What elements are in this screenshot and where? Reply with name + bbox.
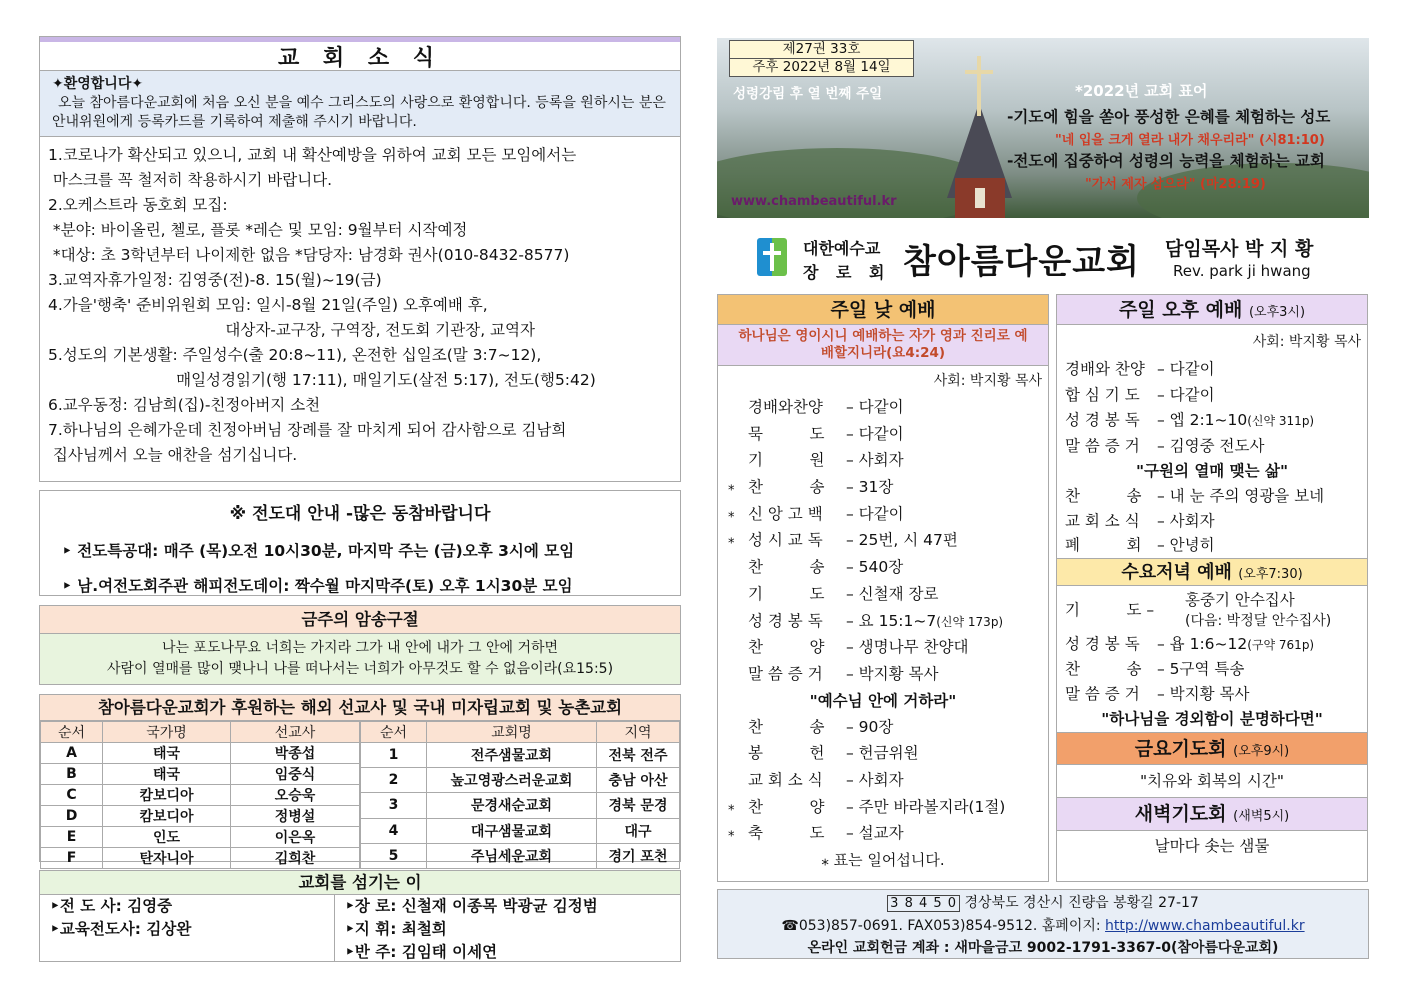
order-detail: – 다같이 — [1157, 385, 1215, 404]
order-detail: – 540장 — [846, 558, 904, 577]
church-row — [361, 843, 680, 868]
dawn-title: 새벽기도회 — [1134, 802, 1227, 825]
church-cell: 경북 문경 — [597, 793, 680, 818]
church-row — [361, 793, 680, 818]
news-item: 마스크를 꼭 철저히 착용하시기 바랍니다. — [48, 171, 333, 189]
motto-verse-1: "네 입을 크게 열라 내가 채우리라" (시81:10) — [1055, 133, 1325, 148]
order-detail: – 사회자 — [846, 770, 904, 789]
order-row — [748, 581, 1048, 608]
order-item: 찬 송 — [1065, 487, 1142, 505]
order-row — [1065, 682, 1367, 707]
order-item: 성 경 봉 독 — [748, 611, 823, 630]
missionary-cell: 태국 — [103, 764, 231, 785]
banner-url[interactable]: www.chambeautiful.kr — [731, 194, 897, 209]
server-elders: ‣장 로: 신철재 이종목 박광균 김정범 — [345, 897, 598, 915]
footer-contact-line — [718, 915, 1368, 937]
news-item: 1.코로나가 확산되고 있으니, 교회 내 확산예방을 위하여 교회 모든 모임에서는 — [48, 146, 577, 164]
col-region: 지역 — [597, 722, 680, 743]
order-item: 축 도 — [748, 824, 825, 843]
welcome-box — [40, 71, 680, 137]
order-detail: – 5구역 특송 — [1157, 659, 1245, 678]
church-cell: 3 — [361, 793, 427, 818]
order-item: 교 회 소 식 — [748, 770, 823, 789]
wednesday-prayer-next: (다음: 박정달 안수집사) — [1185, 612, 1332, 629]
order-detail: – 요 15:1~7 — [846, 611, 937, 630]
missions-title: 참아름다운교회가 후원하는 해외 선교사 및 국내 미자립교회 및 농촌교회 — [40, 695, 680, 721]
church-name: 참아름다운교회 — [903, 242, 1140, 282]
col-missionary: 선교사 — [231, 722, 360, 743]
motto-title: *2022년 교회 표어 — [1075, 82, 1208, 100]
missionary-cell: 김희찬 — [231, 848, 360, 869]
order-detail: – 사회자 — [1157, 511, 1215, 530]
order-item: 교 회 소 식 — [1065, 511, 1140, 530]
order-item: 말 씀 증 거 — [748, 664, 823, 683]
order-item: 찬 송 — [748, 717, 825, 736]
church-cell: 대구샘물교회 — [427, 818, 597, 843]
sunday-am-note: ⁎ 표는 일어섭니다. — [821, 851, 945, 869]
order-item: 성 시 교 독 — [748, 531, 823, 550]
order-row — [728, 820, 1048, 847]
church-row — [361, 768, 680, 793]
order-item: 찬 송 — [1065, 659, 1142, 678]
sunday-am-verse: 하나님은 영이시니 예배하는 자가 영과 진리로 예배할지니라(요4:24) — [718, 325, 1048, 366]
order-detail: – 안녕히 — [1157, 536, 1215, 554]
order-item: 기 도 — [748, 584, 825, 603]
order-ref: (신약 173p) — [936, 614, 1004, 629]
friday-time: (오후9시) — [1233, 743, 1290, 759]
missionary-cell: 이은옥 — [231, 827, 360, 848]
missionary-row — [41, 806, 360, 827]
church-row — [361, 743, 680, 768]
missionary-row — [41, 764, 360, 785]
friday-header — [1057, 732, 1367, 765]
col-church: 교회명 — [427, 722, 597, 743]
servers-title: 교회를 섬기는 이 — [40, 871, 680, 895]
sunday-pm-title: 주일 오후 예배 — [1118, 299, 1243, 321]
missionary-cell: 정병설 — [231, 806, 360, 827]
order-detail: – 사회자 — [846, 451, 904, 470]
order-detail: – 설교자 — [846, 824, 904, 843]
evangelism-title: ※ 전도대 안내 -많은 동참바랍니다 — [229, 504, 491, 524]
church-cell: 5 — [361, 843, 427, 868]
missionary-row — [41, 785, 360, 806]
standing-mark: ⁎ — [728, 532, 735, 548]
server-evangelist: ‣전 도 사: 김영중 — [50, 897, 173, 915]
order-item: 성 경 봉 독 — [1065, 634, 1140, 653]
order-row — [1065, 484, 1367, 509]
evangelism-section — [39, 490, 681, 596]
denomination-line-2: 장 로 회 — [803, 263, 891, 282]
missionary-cell: F — [41, 848, 103, 869]
missionary-cell: C — [41, 785, 103, 806]
order-ref: (신약 311p) — [1247, 414, 1315, 428]
church-cell: 문경새순교회 — [427, 793, 597, 818]
footer — [717, 889, 1369, 959]
order-detail: – 욥 1:6~12 — [1157, 634, 1248, 653]
sunday-pm-sermon: "구원의 열매 맺는 삶" — [1135, 462, 1289, 480]
order-detail: – 다같이 — [846, 424, 904, 443]
memory-verse-line-2: 사람이 열매를 많이 맺나니 나를 떠나서는 너희가 아무것도 할 수 없음이라(요15:5) — [106, 661, 614, 677]
order-row — [748, 421, 1048, 448]
issue-volume: 제27권 33호 — [782, 41, 861, 57]
order-item: 성 경 봉 독 — [1065, 411, 1140, 429]
order-row — [728, 474, 1048, 501]
pastor-name-en: Rev. park ji hwang — [1173, 262, 1311, 280]
missionary-cell: 탄자니아 — [103, 848, 231, 869]
order-item: 폐 회 — [1065, 536, 1142, 554]
missionary-table — [40, 721, 360, 869]
order-detail: – 박지황 목사 — [1157, 684, 1250, 703]
friday-title: 금요기도회 — [1134, 737, 1227, 760]
memory-verse-line-1: 나는 포도나무요 너희는 가지라 그가 내 안에 내가 그 안에 거하면 — [161, 640, 559, 656]
order-detail: – 90장 — [846, 717, 894, 736]
order-item: 신 앙 고 백 — [748, 504, 823, 523]
motto-line-1: -기도에 힘을 쏟아 풍성한 은혜를 체험하는 성도 — [1007, 108, 1331, 126]
missionary-cell: 캄보디아 — [103, 785, 231, 806]
missionary-row — [41, 827, 360, 848]
order-item: 찬 양 — [748, 638, 825, 657]
standing-mark: ⁎ — [728, 798, 735, 814]
evangelism-line-2: ‣ 남.여전도회주관 해피전도데이: 짝수월 마지막주(토) 오후 1시30분 모임 — [62, 577, 573, 595]
phone-fax: ☎053)857-0691. FAX053)854-9512. 홈페이지: — [781, 918, 1106, 934]
sunday-pm-header — [1057, 295, 1367, 325]
order-row — [728, 501, 1048, 528]
order-detail: – 박지황 목사 — [846, 664, 939, 683]
news-item: 대상자-교구장, 구역장, 전도회 기관장, 교역자 — [48, 321, 535, 339]
order-row — [748, 394, 1048, 421]
col-country: 국가명 — [103, 722, 231, 743]
standing-mark: ⁎ — [728, 479, 735, 495]
order-row — [748, 608, 1048, 635]
memory-verse-section — [39, 605, 681, 685]
order-row — [1065, 357, 1367, 383]
church-cell: 2 — [361, 768, 427, 793]
friday-theme: "치유와 회복의 시간" — [1057, 765, 1367, 798]
order-ref: (구약 761p) — [1247, 637, 1315, 652]
order-row — [1065, 408, 1367, 434]
standing-mark: ⁎ — [728, 505, 735, 521]
order-item: 찬 송 — [748, 558, 825, 577]
sunday-am-sermon: "예수님 안에 거하라" — [809, 691, 957, 710]
dawn-theme: 날마다 솟는 샘물 — [1154, 836, 1270, 855]
church-header — [717, 226, 1369, 286]
issue-date: 주후 2022년 8월 14일 — [730, 58, 913, 76]
sunday-pm-time: (오후3시) — [1248, 305, 1306, 320]
news-item: *분야: 바이올린, 첼로, 플롯 *레슨 및 모임: 9월부터 시작예정 — [48, 221, 468, 239]
order-detail: – 신철재 장로 — [846, 584, 939, 603]
order-item: 합 심 기 도 — [1065, 385, 1140, 404]
news-list — [40, 137, 680, 474]
missionary-row — [41, 743, 360, 764]
memory-verse-title: 금주의 암송구절 — [40, 606, 680, 634]
order-row — [748, 554, 1048, 581]
order-item: 기 원 — [748, 451, 825, 470]
order-detail: – 생명나무 찬양대 — [846, 638, 969, 657]
order-item: 찬 양 — [748, 797, 825, 816]
wednesday-prayer-name: 홍중기 안수집사 — [1185, 590, 1295, 609]
sunday-pm-section — [1056, 294, 1368, 882]
news-item: 4.가을'행축' 준비위원회 모임: 일시-8월 21일(주일) 오후예배 후, — [48, 296, 488, 314]
order-row — [1065, 632, 1367, 657]
order-detail: – 다같이 — [846, 398, 904, 416]
order-row — [748, 634, 1048, 661]
church-row — [361, 818, 680, 843]
order-item: 찬 송 — [748, 478, 825, 497]
welcome-text: 오늘 참아름다운교회에 처음 오신 분을 예수 그리스도의 사랑으로 환영합니다. 등록을 원하시는 분은 안내위원에게 등록카드를 기록하여 제출해 주시기 바랍니다. — [52, 95, 666, 130]
order-detail: – 다같이 — [1157, 360, 1215, 378]
evangelism-line-1: ‣ 전도특공대: 매주 (목)오전 10시30분, 마지막 주는 (금)오후 3시에 모임 — [62, 542, 575, 560]
order-item: 경배와 찬양 — [1065, 360, 1145, 378]
order-row — [1065, 509, 1367, 534]
denomination-line-1: 대한예수교 — [803, 239, 881, 258]
homepage-link[interactable]: http://www.chambeautiful.kr — [1105, 918, 1305, 934]
offering-account: 온라인 교회헌금 계좌 : 새마을금고 9002-1791-3367-0(참아름다운교회) — [807, 940, 1279, 956]
order-detail: – 주만 바라볼지라(1절) — [846, 797, 1006, 816]
missionary-cell: 오승욱 — [231, 785, 360, 806]
news-item: 5.성도의 기본생활: 주일성수(출 20:8~11), 온전한 십일조(말 3:7~12), — [48, 346, 542, 364]
dawn-header — [1057, 798, 1367, 831]
church-cell: 경기 포천 — [597, 843, 680, 868]
liturgical-week: 성령강림 후 열 번째 주일 — [733, 86, 883, 102]
order-detail: – 25번, 시 47편 — [846, 531, 958, 550]
church-cell: 전주샘물교회 — [427, 743, 597, 768]
news-section — [39, 36, 681, 482]
order-row — [748, 714, 1048, 741]
server-conductor: ‣지 휘: 최철희 — [345, 920, 447, 938]
pastor-name: 담임목사 박 지 황 — [1165, 238, 1314, 260]
standing-mark: ⁎ — [728, 825, 735, 841]
address: 경상북도 경산시 진량읍 봉황길 27-17 — [964, 895, 1199, 911]
order-row — [748, 447, 1048, 474]
missionary-cell: 캄보디아 — [103, 806, 231, 827]
church-cell: 충남 아산 — [597, 768, 680, 793]
missionary-cell: 임중식 — [231, 764, 360, 785]
church-cell: 주님세운교회 — [427, 843, 597, 868]
header-banner — [717, 38, 1369, 218]
sunday-am-section — [717, 294, 1049, 882]
news-item: 2.오케스트라 동호회 모집: — [48, 196, 228, 214]
order-row — [728, 794, 1048, 821]
order-row — [728, 527, 1048, 554]
sunday-am-title: 주일 낮 예배 — [718, 295, 1048, 325]
order-detail: – 내 눈 주의 영광을 보네 — [1157, 487, 1325, 505]
order-row — [1065, 657, 1367, 682]
church-cell: 대구 — [597, 818, 680, 843]
order-detail: – 김영중 전도사 — [1157, 436, 1265, 455]
news-item: *대상: 초 3학년부터 나이제한 없음 *담당자: 남경화 권사(010-8432-8577) — [48, 246, 570, 264]
server-accompanist: ‣반 주: 김임태 이세연 — [345, 943, 498, 961]
order-row — [1065, 434, 1367, 460]
dawn-time: (새벽5시) — [1233, 808, 1290, 824]
news-title: 교 회 소 식 — [40, 37, 680, 71]
order-detail: – 31장 — [846, 478, 894, 497]
news-item: 3.교역자휴가일정: 김영중(전)-8. 15(월)~19(금) — [48, 271, 382, 289]
wednesday-sermon: "하나님을 경외함이 분명하다면" — [1101, 709, 1323, 728]
order-item: 경배와찬양 — [748, 398, 823, 416]
news-item: 6.교우동정: 김남희(집)-친정아버지 소천 — [48, 396, 321, 414]
church-cell: 전북 전주 — [597, 743, 680, 768]
wednesday-title: 수요저녁 예배 — [1121, 561, 1232, 583]
wednesday-prayer — [1057, 586, 1367, 632]
order-item: 봉 헌 — [748, 744, 825, 763]
footer-address-line — [718, 892, 1368, 915]
missionary-row — [41, 848, 360, 869]
col-order-2: 순서 — [361, 722, 427, 743]
sunday-am-host: 사회: 박지황 목사 — [933, 373, 1042, 389]
order-detail: – 다같이 — [846, 504, 904, 523]
order-detail: – 헌금위원 — [846, 744, 919, 763]
motto-line-2: -전도에 집중하여 성령의 능력을 체험하는 교회 — [1007, 152, 1325, 170]
church-cell: 높고영광스러운교회 — [427, 768, 597, 793]
order-row — [748, 740, 1048, 767]
wednesday-prayer-label: 기 도 – — [1065, 600, 1155, 619]
wednesday-time: (오후7:30) — [1238, 566, 1303, 582]
church-logo-icon — [757, 238, 787, 276]
order-item: 묵 도 — [748, 424, 825, 443]
order-item: 말 씀 증 거 — [1065, 684, 1140, 703]
missions-section — [39, 694, 681, 867]
church-table — [360, 721, 680, 869]
order-detail: – 엡 2:1~10 — [1157, 411, 1248, 429]
motto-verse-2: "가서 제자 삼으라" (마28:19) — [1085, 177, 1266, 192]
order-row — [748, 767, 1048, 794]
servers-section — [39, 870, 681, 962]
wednesday-header — [1057, 558, 1367, 586]
sunday-pm-host: 사회: 박지황 목사 — [1252, 334, 1361, 350]
welcome-title: ✦환영합니다✦ — [52, 76, 144, 92]
col-order: 순서 — [41, 722, 103, 743]
order-row — [1065, 383, 1367, 409]
server-edu-evangelist: ‣교육전도사: 김상완 — [50, 920, 192, 938]
missionary-cell: D — [41, 806, 103, 827]
news-item: 7.하나님의 은혜가운데 친정아버님 장례를 잘 마치게 되어 감사함으로 김남희 — [48, 421, 567, 439]
missionary-cell: B — [41, 764, 103, 785]
church-cell: 1 — [361, 743, 427, 768]
missionary-cell: A — [41, 743, 103, 764]
issue-box — [729, 40, 914, 77]
news-item: 매일성경읽기(행 17:11), 매일기도(살전 5:17), 전도(행5:42) — [48, 371, 596, 389]
order-row — [748, 661, 1048, 688]
order-row — [1065, 533, 1367, 558]
missionary-cell: 태국 — [103, 743, 231, 764]
memory-verse-body — [40, 634, 680, 684]
zip-code: 3 8 4 5 0 — [887, 895, 960, 912]
news-item: 집사님께서 오늘 애찬을 섬기십니다. — [48, 446, 298, 464]
order-item: 말 씀 증 거 — [1065, 436, 1140, 455]
missionary-cell: 인도 — [103, 827, 231, 848]
missionary-cell: E — [41, 827, 103, 848]
missionary-cell: 박종섭 — [231, 743, 360, 764]
church-cell: 4 — [361, 818, 427, 843]
